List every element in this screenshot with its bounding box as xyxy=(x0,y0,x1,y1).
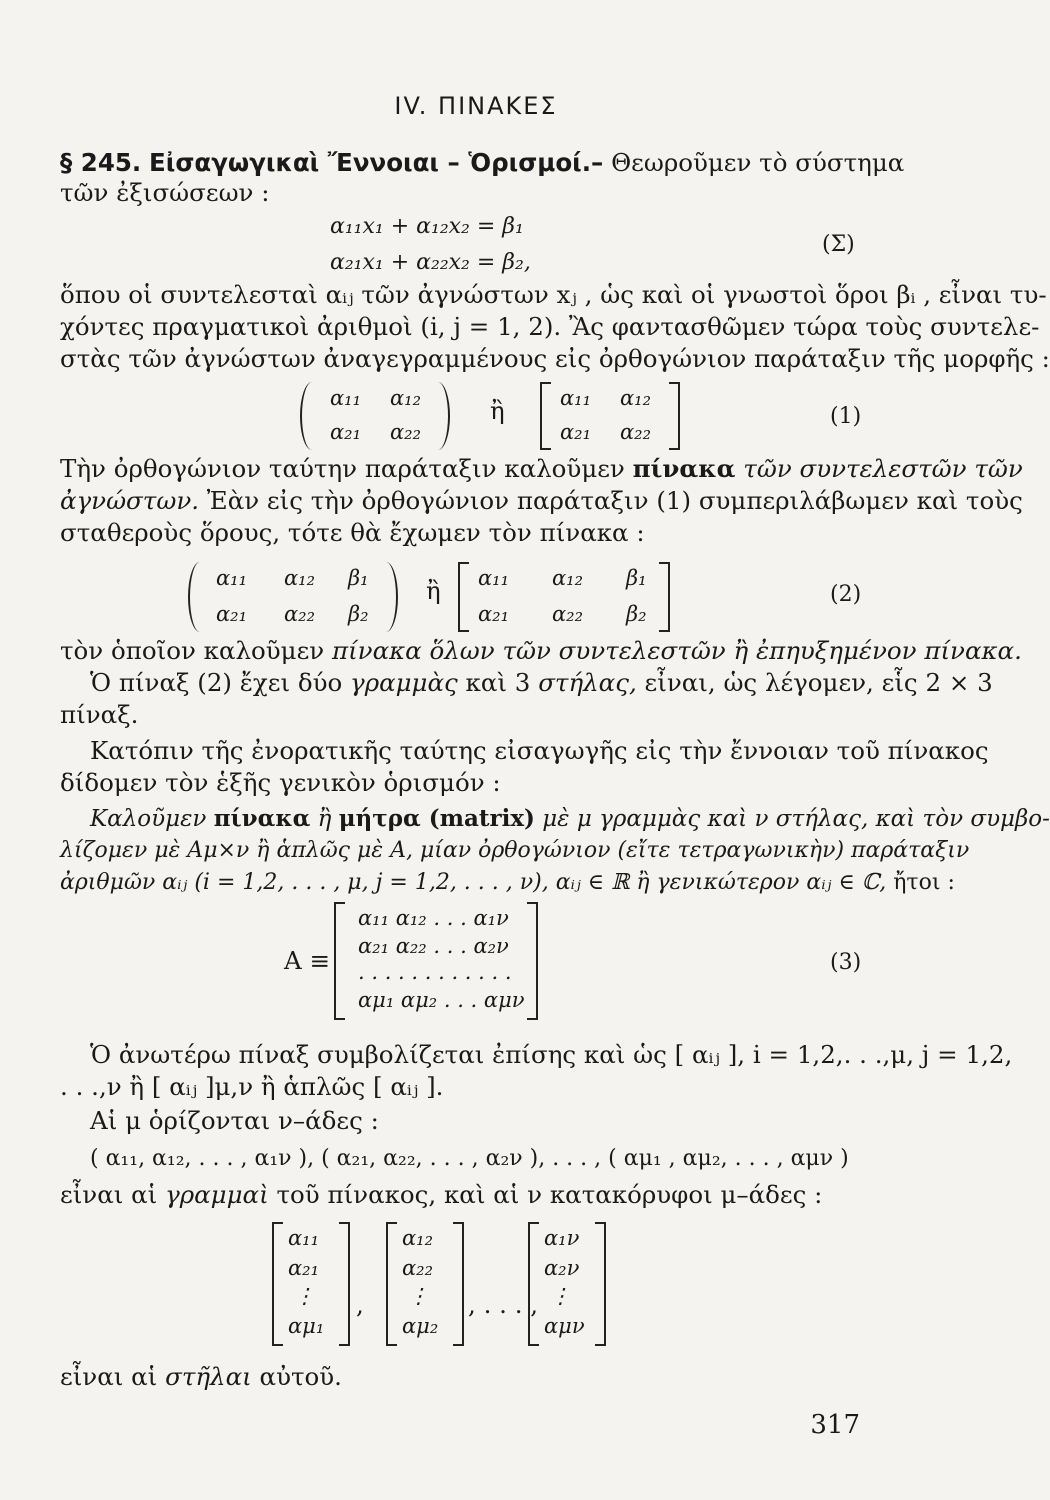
page-number: 317 xyxy=(810,1410,860,1440)
matrix1-cell: α₂₂ xyxy=(390,420,422,444)
column-separator: , . . . , xyxy=(468,1290,539,1319)
para8 xyxy=(60,1362,342,1392)
para1-line3: στὰς τῶν ἀγνώστων ἀναγεγραμμένους εἰς ὀρθογώνιον παράταξιν τῆς μορφῆς : xyxy=(60,344,1050,373)
column-cell: α₂ν xyxy=(544,1256,580,1280)
column-cell: ⋮ xyxy=(294,1284,315,1308)
row-tuples: ( α₁₁, α₁₂, . . . , α₁ν ), ( α₂₁, α₂₂, . . . , α₂ν ), . . . , ( αμ₁ , αμ₂, . . . , αμν ) xyxy=(90,1146,849,1171)
column-cell: αμ₁ xyxy=(288,1314,325,1338)
left-bracket xyxy=(334,902,345,1020)
definition-line2: λίζομεν μὲ Aμ×ν ἢ ἁπλῶς μὲ A, μίαν ὀρθογώνιον (εἴτε τετραγωνικὴν) παράταξιν xyxy=(60,838,970,863)
definition-line3 xyxy=(60,868,955,898)
column-cell: α₁₁ xyxy=(288,1226,320,1250)
para7-text: εἶναι αἱ xyxy=(60,1180,158,1209)
para8-italic: στῆλαι xyxy=(165,1362,252,1391)
para1-line2: χόντες πραγματικοὶ ἀριθμοὶ (i, j = 1, 2). Ἂς φαντασθῶμεν τώρα τοὺς συντελε- xyxy=(60,312,1040,341)
right-bracket xyxy=(659,562,670,632)
para2-line3: σταθεροὺς ὅρους, τότε θὰ ἔχωμεν τὸν πίνακα : xyxy=(60,518,645,547)
chapter-title: IV. ΠΙΝΑΚΕΣ xyxy=(394,92,558,120)
matrix2-cell: β₁ xyxy=(348,566,369,590)
matrix2-label: (2) xyxy=(830,582,862,607)
matrix2-cell: α₁₂ xyxy=(284,566,316,590)
column-cell: α₂₁ xyxy=(288,1256,320,1280)
section-intro-line2: τῶν ἐξισώσεων : xyxy=(60,178,270,207)
column-cell: α₁ν xyxy=(544,1226,580,1250)
para2-term: πίνακα xyxy=(632,454,736,483)
matrix3-lhs: A ≡ xyxy=(284,946,331,975)
matrix1-cell: α₁₂ xyxy=(390,386,422,410)
left-bracket xyxy=(458,562,469,632)
matrix3-row: αμ₁ αμ₂ . . . αμν xyxy=(358,988,525,1012)
column-cell: ⋮ xyxy=(408,1284,429,1308)
definition-line1 xyxy=(90,804,1050,834)
matrix3-row: . . . . . . . . . . . . xyxy=(358,960,512,984)
column-cell: α₂₂ xyxy=(402,1256,434,1280)
para3-line2 xyxy=(90,668,993,698)
para4-line2: δίδομεν τὸν ἑξῆς γενικὸν ὁρισμόν : xyxy=(60,768,501,797)
para3-italic: στήλας, xyxy=(538,668,637,697)
column-vector-3 xyxy=(528,1222,606,1346)
column-cell: αμ₂ xyxy=(402,1314,439,1338)
left-paren xyxy=(300,382,324,450)
matrix3-bracket xyxy=(334,902,538,1020)
para7-italic: γραμμαὶ xyxy=(165,1180,269,1209)
matrix1-cell: α₁₁ xyxy=(330,386,362,410)
matrix2-cell: β₂ xyxy=(348,602,369,626)
para5-line1: Ὁ ἀνωτέρω πίναξ συμβολίζεται ἐπίσης καὶ ὡς [ αᵢⱼ ], i = 1,2,. . .,μ, j = 1,2, xyxy=(90,1040,1013,1069)
definition-italic: Καλοῦμεν xyxy=(90,806,207,832)
matrix1-label: (1) xyxy=(830,404,862,429)
matrix2-cell: α₂₁ xyxy=(216,602,248,626)
matrix1-cell: α₁₂ xyxy=(620,386,652,410)
para3-text: τὸν ὁποῖον καλοῦμεν xyxy=(60,636,325,665)
para1-line1: ὅπου οἱ συντελεσταὶ αᵢⱼ τῶν ἀγνώστων xⱼ , ὡς καὶ οἱ γνωστοὶ ὅροι βᵢ , εἶναι τυ- xyxy=(60,280,1047,309)
column-cell: α₁₂ xyxy=(402,1226,434,1250)
system-label: (Σ) xyxy=(822,232,855,257)
para3-italic: γραμμὰς xyxy=(350,668,458,697)
left-bracket xyxy=(272,1222,283,1346)
matrix1-cell: α₂₁ xyxy=(330,420,362,444)
section-heading: Εἰσαγωγικαὶ Ἔννοιαι – Ὁρισμοί.– xyxy=(149,148,604,177)
definition-term: μήτρα (matrix) xyxy=(338,805,535,832)
matrix3-row: α₁₁ α₁₂ . . . α₁ν xyxy=(358,906,509,930)
para3-line3: πίναξ. xyxy=(60,700,139,729)
definition-italic: ἢ xyxy=(317,806,332,832)
right-bracket xyxy=(453,1222,464,1346)
matrix2-cell: α₂₂ xyxy=(284,602,316,626)
matrix3-row: α₂₁ α₂₂ . . . α₂ν xyxy=(358,934,509,958)
para8-text: εἶναι αἱ xyxy=(60,1362,158,1391)
para2-text: Ἐὰν εἰς τὴν ὀρθογώνιον παράταξιν (1) συμπεριλάβωμεν καὶ τοὺς xyxy=(206,486,1023,515)
left-paren xyxy=(188,562,212,632)
right-paren xyxy=(374,562,398,632)
matrix2-bracket xyxy=(458,562,670,632)
para7-text: τοῦ πίνακος, καὶ αἱ ν κατακόρυφοι μ–άδες : xyxy=(276,1180,823,1209)
para2-line1 xyxy=(60,454,1023,484)
definition-italic: μὲ μ γραμμὰς καὶ ν στήλας, καὶ τὸν συμβο- xyxy=(542,806,1050,832)
definition-text: ἤτοι : xyxy=(893,870,955,895)
right-paren xyxy=(426,382,450,450)
matrix2-or: ἢ xyxy=(426,576,441,605)
para2-italic: τῶν συντελεστῶν τῶν xyxy=(743,454,1023,483)
matrix2-cell: α₁₁ xyxy=(216,566,248,590)
matrix3-label: (3) xyxy=(830,950,862,975)
para2-line2 xyxy=(60,486,1023,516)
matrix2-cell: β₁ xyxy=(626,566,647,590)
section-intro: Θεωροῦμεν τὸ σύστημα xyxy=(611,148,905,177)
system-eq2: α₂₁x₁ + α₂₂x₂ = β₂, xyxy=(330,250,531,275)
column-cell: ⋮ xyxy=(550,1284,571,1308)
matrix1-cell: α₂₁ xyxy=(560,420,592,444)
column-vector-2 xyxy=(386,1222,464,1346)
right-bracket xyxy=(339,1222,350,1346)
para6: Αἱ μ ὁρίζονται ν–άδες : xyxy=(90,1106,379,1135)
matrix1-bracket xyxy=(540,382,680,450)
matrix2-cell: α₁₁ xyxy=(478,566,510,590)
definition-term: πίνακα xyxy=(213,805,311,832)
para3-text: Ὁ πίναξ (2) ἔχει δύο xyxy=(90,668,343,697)
left-bracket xyxy=(528,1222,539,1346)
left-bracket xyxy=(540,382,551,450)
para2-italic: ἀγνώστων. xyxy=(60,486,199,515)
section-heading-line xyxy=(60,148,904,178)
para4-line1: Κατόπιν τῆς ἐνορατικῆς ταύτης εἰσαγωγῆς εἰς τὴν ἔννοιαν τοῦ πίνακος xyxy=(90,736,989,765)
right-bracket xyxy=(595,1222,606,1346)
para3-italic: πίνακα ὅλων τῶν συντελεστῶν ἢ ἐπηυξημένον πίνακα. xyxy=(331,636,1022,665)
matrix2-paren xyxy=(188,562,398,632)
matrix1-paren xyxy=(300,382,450,450)
para8-text: αὐτοῦ. xyxy=(259,1362,342,1391)
para3-line1 xyxy=(60,636,1022,666)
column-separator: , xyxy=(356,1290,364,1319)
matrix2-cell: α₂₁ xyxy=(478,602,510,626)
right-bracket xyxy=(527,902,538,1020)
matrix2-cell: β₂ xyxy=(626,602,647,626)
matrix1-or: ἢ xyxy=(490,396,505,425)
matrix1-cell: α₂₂ xyxy=(620,420,652,444)
section-number: § 245. xyxy=(60,148,142,177)
definition-italic: ἀριθμῶν αᵢⱼ (i = 1,2, . . . , μ, j = 1,2, . . . , ν), αᵢⱼ ∈ ℝ ἢ γενικώτερον αᵢⱼ ∈ ℂ, xyxy=(60,870,887,895)
matrix2-cell: α₂₂ xyxy=(552,602,584,626)
para2-text: Τὴν ὀρθογώνιον ταύτην παράταξιν καλοῦμεν xyxy=(60,454,625,483)
matrix1-cell: α₁₁ xyxy=(560,386,592,410)
para3-text: καὶ 3 xyxy=(465,668,531,697)
left-bracket xyxy=(386,1222,397,1346)
para7 xyxy=(60,1180,822,1210)
para5-line2: . . .,ν ἢ [ αᵢⱼ ]μ,ν ἢ ἁπλῶς [ αᵢⱼ ]. xyxy=(60,1072,444,1101)
column-vector-1 xyxy=(272,1222,350,1346)
column-cell: αμν xyxy=(544,1314,585,1338)
para3-text: εἶναι, ὡς λέγομεν, εἷς 2 × 3 xyxy=(644,668,993,697)
right-bracket xyxy=(669,382,680,450)
matrix2-cell: α₁₂ xyxy=(552,566,584,590)
system-eq1: α₁₁x₁ + α₁₂x₂ = β₁ xyxy=(330,214,524,239)
